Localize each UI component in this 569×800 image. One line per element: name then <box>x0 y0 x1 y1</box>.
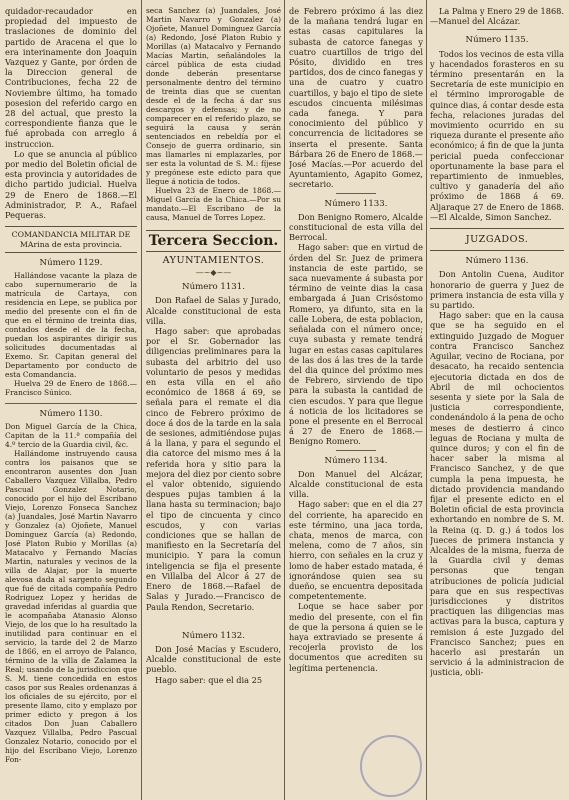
divider <box>336 450 376 451</box>
column-1 <box>5 6 137 794</box>
subsection-title: AYUNTAMIENTOS. <box>162 255 265 266</box>
notice-number: Número 1133. <box>324 198 388 209</box>
paragraph: Don Rafael de Salas y Jurado, Alcalde constitucional de esta villa. <box>146 295 281 326</box>
section-heading: COMANDANCIA MILITAR DE MArina de esta provincia. <box>11 230 131 249</box>
paragraph: Huelva 29 de Enero de 1868.—Francisco Súnico. <box>5 379 137 398</box>
subsection-title: JUZGADOS. <box>465 234 529 246</box>
library-stamp-icon <box>360 735 422 797</box>
column-4 <box>430 6 564 794</box>
paragraph: Loque se hace saber por medio del presente, con el fin de que la persona á quien se le haya extraviado se presente á recojerla provisto de los documentos que acrediten su legítima pertenencia. <box>289 601 423 673</box>
column-rule <box>141 0 142 800</box>
column-2 <box>146 6 281 794</box>
divider <box>5 403 137 404</box>
notice-number: Número 1129. <box>39 258 103 269</box>
notice-number: Número 1135. <box>465 35 529 46</box>
paragraph: La Palma y Enero 29 de 1868.—Manuel del Alcázar. <box>430 6 564 27</box>
paragraph: Lo que se anuncia al público por medio del Boletin oficial de esta provincia y autoridades de dicho partido judicial. Huelva 29 de Enero de 1868.—El Administrador, P. A., Rafael Pequeras. <box>5 148 137 221</box>
paragraph: Hallándome instruyendo causa contra los paisanos que se encontraron ausentes don Juan Caballero Vazquez Villalba, Pedro Pascual Gonzalez Notario, conocido por el hijo del Escribano Viejo, Lorenzo Fonseca Sanchez (a) Juandales, José Martin Navarro y Gonzalez (a) Ojoñete, Manuel Dominguez García (a) Redondo, José Platon Rubio y Morillas (a) Matacalvo y Fernando Macías Martin, naturales y vecinos de la villa de Alajar, por la muerte alevosa dada al sargento segundo que fué de citada compañía Pedro Rodriguez Lopez y heridas de gravedad inferidas al guardia que le acompañaba Atanasio Alonso Viejo, de los que lo ha resultado la inutilidad para continuar en el servicio, la tarde del 2 de Marzo de 1866, en el arroyo de Palanco, término de la villa de Zalamea la Real; usando de la jurisdiccion que S. M. tiene concedida en estos casos por sus Reales ordenanzas á los oficiales de su ejército, por el presente llamo, cito y emplazo por primer edicto y pregon á los citados Don Juan Caballero Vazquez Villalba, Pedro Pascual Gonzalez Notario, conocido por el hijo del Escribano Viejo, Lorenzo Fon- <box>5 449 137 765</box>
divider <box>336 193 376 194</box>
paragraph: de Febrero próximo á las diez de la mañana tendrá lugar en estas casas capitulares la subasta de catorce fanegas y cuatro cuartillos de trigo del Pósito, dividido en tres partidos, dos de cinco fanegas y una de cuatro y cuatro cuartillos, y bajo el tipo de siete escudos cincuenta milésimas cada fanega. Y para conocimiento del público y concurrencia de licitadores se inserta el presente. Santa Bárbara 26 de Enero de 1868.—José Macías.—Por acuerdo del Ayuntamiento, Agapito Gomez, secretario. <box>289 6 423 190</box>
paragraph: seca Sanchez (a) Juandales, José Martin Navarro y Gonzalez (a) Ojoñete, Manuel Dominguez García (a) Redondo, José Platon Rubio y Morillas (a) Matacalvo y Fernando Macías Martin, señalándoles la cárcel pública de esta ciudad donde deberán presentarse personalmente dentro del término de treinta dias que se cuentan desde el de la fecha á dar sus descargos y defensas; y de no comparecer en el referido plazo, se seguirá la causa y serán sentenciados en rebeldía por el Consejo de guerra ordinario, sin mas llamarles ni emplazarles, por ser esta la voluntad de S. M.: fíjese y pregónese este edicto para que llegue á noticia de todos. <box>146 6 281 186</box>
paragraph: Don Miguel García de la Chica, Capitan de la 11.ª compañía del 4.º tercio de la Guardia civil, &c. <box>5 422 137 450</box>
ornament-icon: —∼◆∼— <box>195 268 232 278</box>
paragraph: Hago saber: que en la causa que se ha seguido en el extinguido Juzgado de Moguer contra Francisco Sanchez Aguilar, vecino de Rociana, por desacato, ha recaido sentencia ejecutoria dictada en dos de Abril de mil ochocientos sesenta y siete por la Sala de justicia correspondiente, condenándolo á la pena de ocho meses de destierro á cinco leguas de Rociana y multa de quince duros; y con el fin de hacer saber la misma al Francisco Sanchez, y de que cumpla la pena impuesta, he dictado providencia mandando fijar el presente edicto en el Boletin oficial de esta provincia exhortando en nombre de S. M. la Reina (q. D. g.) á todos los Jueces de primera instancia y Alcaldes de la misma, fuerza de la Guardia civil y demas personas que tengan atribuciones de policía judicial para que en sus respectivas jurisdicciones y distritos practiquen las diligencias mas activas para la busca, captura y remision á este Juzgado del Francisco Sanchez; pues en hacerlo asi prestarán un servicio á la administracion de justicia, obli- <box>430 310 564 678</box>
paragraph: Hago saber: que en virtud de órden del Sr. Juez de primera instancia de este partido, se saca nuevamente á subasta por término de veinte dias la casa embargada á Juan Crisóstomo Romero, ya difunto, sita en la calle Lobera, de esta poblacion, señalada con el número once; cuya subasta y remate tendrá lugar en estas casas capitulares de las dos á las tres de la tarde del dia quince del próximo mes de Febrero, sirviendo de tipo para la subasta la cantidad de cien escudos. Y para que llegue á noticia de los licitadores se pone el presente en el Berrocal á 27 de Enero de 1868.—Benigno Romero. <box>289 242 423 447</box>
column-rule <box>426 0 427 800</box>
paragraph: Hago saber: que en el dia 27 del corriente, ha aparecido en este término, una jaca torda, chata, menos de marca, con melena, como de 7 años, sin hierro, con señales en la cruz y lomo de haber estado matada, é ignorándose quien sea su dueño, se encuentra depositada competentemente. <box>289 499 423 602</box>
section-title: Tercera Seccion. <box>146 230 281 252</box>
paragraph: Hago saber: que el dia 25 <box>155 674 263 685</box>
notice-number: Número 1136. <box>465 256 529 267</box>
paragraph: Don José Macías y Escudero, Alcalde constitucional de este pueblo. <box>146 643 281 675</box>
notice-number: Número 1134. <box>324 455 388 466</box>
paragraph: Todos los vecinos de esta villa y hacendados forasteros en su término presentarán en la Secretaría de este municipio en el término improrogable de quince dias, á contar desde esta fecha, relaciones juradas del movimiento ocurrido en su riqueza durante el presente año económico; á fin de que la junta pericial pueda confeccionar oportunamente la base para el repartimiento de inmuebles, cultivo y ganadería del año próximo de 1868 á 69. Aljaraque 27 de Enero de 1868.—El Alcalde, Simon Sanchez. <box>430 48 564 222</box>
notice-number: Número 1132. <box>182 630 245 641</box>
notice-number: Número 1130. <box>39 409 103 420</box>
divider <box>477 29 517 30</box>
paragraph: Hallándose vacante la plaza de cabo supernumerario de la matrícula de Cartaya, con residencia en Lepe, se publica por medio del presente con el fin de que en el término de treinta dias, contados desde el de la fecha, puedan los aspirantes dirigir sus solicitudes documentadas al Exemo. Sr. Capitan general del Departamento por conducto de esta Comandancia. <box>5 271 137 380</box>
paragraph: Don Manuel del Alcázar, Alcalde constitucional de esta villa. <box>289 468 423 500</box>
paragraph: quidador-recaudador en propiedad del impuesto de traslaciones de dominio del partido de Aracena el que lo era interinamente don Joaquin Vazquez y Gante, por órden de la Direccion general de Contribuciones, fecha 22 de Noviembre último, ha tomado posesion del referido cargo en 28 del actual, que presto la correspondiente fianza que le fué aprobada con arreglo á instruccion. <box>5 6 137 149</box>
paragraph: Don Benigno Romero, Alcalde constitucional de esta villa del Berrocal. <box>289 211 423 243</box>
paragraph: Don Antolin Cuena, Auditor honorario de guerra y Juez de primera instancia de esta villa y su partido. <box>430 269 564 311</box>
section-heading-box <box>5 226 137 253</box>
column-3 <box>289 6 423 794</box>
notice-number: Número 1131. <box>182 282 245 293</box>
paragraph: Hago saber: que aprobadas por el Sr. Gobernador las diligencias preliminares para la subasta del arbitrio del uso voluntario de pesos y medidas en esta villa en el año económico de 1868 á 69, se señala para el remate el dia cinco de Febrero próximo de doce á dos de la tarde en la sala de sesiones, admitiéndose pujas á la llana, y para el segundo el dia catorce del mismo mes á la referida hora y sitio para la mejora del diez por ciento sobre el valor obtenido, siguiendo despues pujas tambien á la llana hasta su terminacion; bajo el tipo de cincuenta y cinco escudos, y con varias condiciones que se hallan de manifiesto en la Secretaría del municipio. Y para la comun inteligencia se fija el presente en Villalba del Alcor á 27 de Enero de 1868.—Rafael de Salas y Jurado.—Francisco de Paula Rendon, Secretario. <box>146 326 281 612</box>
section-heading-box <box>430 228 564 251</box>
paragraph: Huelva 23 de Enero de 1868.—Miguel García de la Chica.—Por su mandato.—El Escribano de la causa, Manuel de Torres Lopez. <box>146 186 281 222</box>
column-rule <box>284 0 285 800</box>
